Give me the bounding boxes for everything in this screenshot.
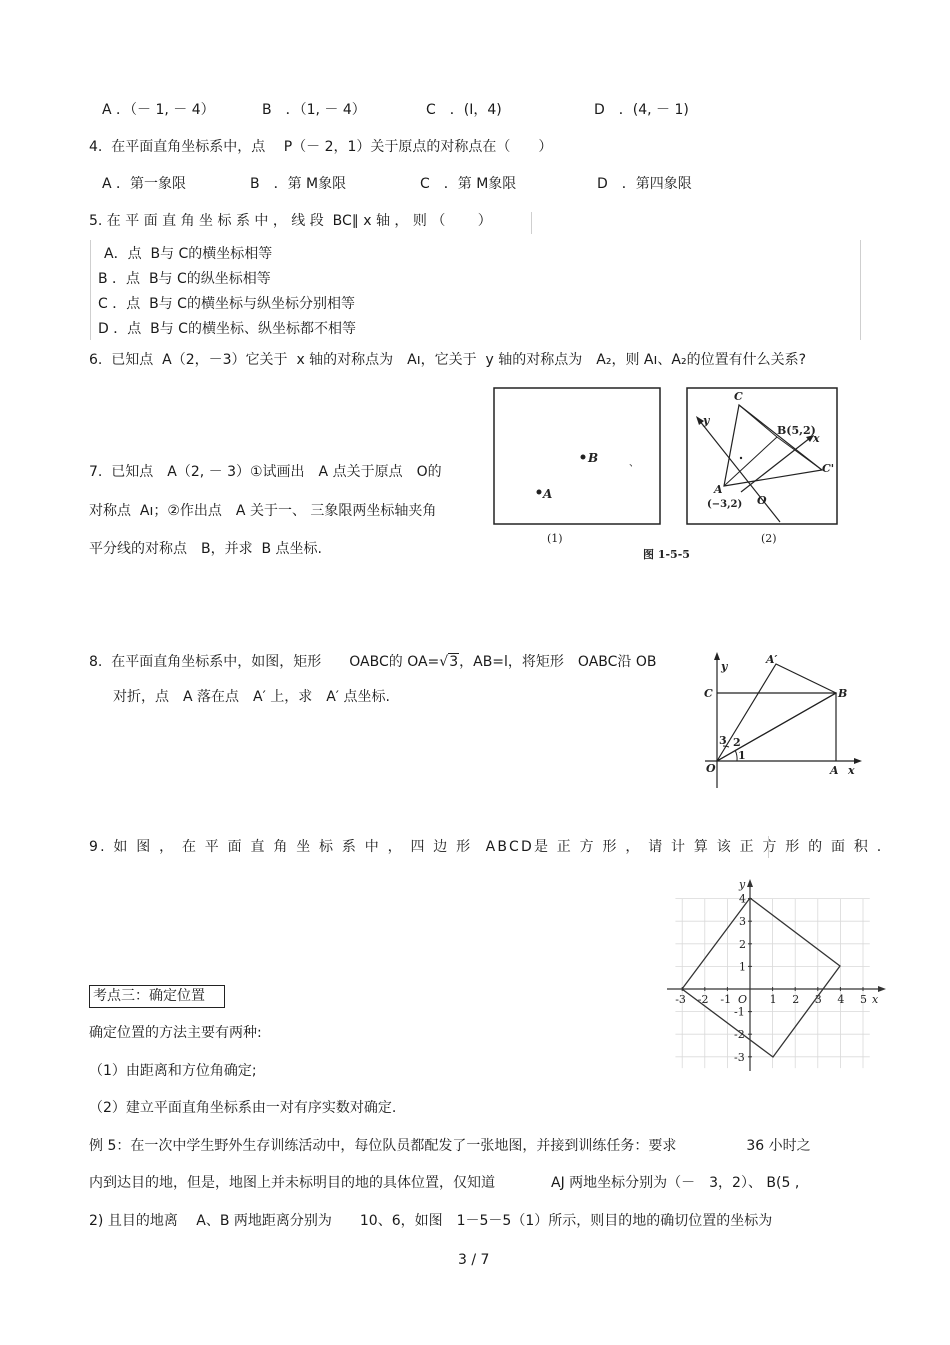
x-tick-label: -1 [720, 993, 732, 1006]
divider [90, 240, 91, 340]
y-tick-label: 1 [739, 960, 746, 974]
sqrt-radicand: 3 [449, 654, 459, 670]
angle-3-label: 3 [719, 734, 727, 747]
q3-option-a: A ．（－ 1, － 4） [102, 102, 215, 118]
figure-square-abcd [660, 875, 895, 1075]
svg-text:、: 、 [629, 458, 639, 469]
q6-stem: 6. 已知点 A（2，－3）它关于 x 轴的对称点为 Aı，它关于 y 轴的对称点为 A₂，则 Aı、A₂的位置有什么关系? [89, 352, 807, 368]
square-abcd [682, 898, 840, 1057]
method-intro: 确定位置的方法主要有两种: [89, 1025, 262, 1041]
y-tick-label: 2 [739, 937, 746, 951]
point-b-label: B [838, 687, 848, 700]
example-5-line-2: 内到达目的地，但是，地图上并未标明目的地的具体位置，仅知道 AJ 两地坐标分别为（－ 3，2）、 B(5 , [89, 1175, 800, 1191]
example-5-line-3: 2) 且目的地离 A、B 两地距离分别为 10、6，如图 1－5－5（1）所示，则目的地的确切位置的坐标为 [89, 1213, 773, 1229]
panel-2-y-label: y [703, 414, 710, 427]
panel-1-caption: (1) [547, 532, 563, 545]
x-tick-label: 3 [814, 993, 822, 1006]
q4-option-a: A ．第一象限 [102, 176, 187, 192]
page-number: 3 / 7 [458, 1252, 490, 1268]
point-b-label: B [588, 451, 599, 465]
q4-option-d: D ．第四象限 [597, 176, 692, 192]
q5-stem: 5. 在 平 面 直 角 坐 标 系 中 ， 线 段 BC∥ x 轴 ， 则 （ ） [89, 213, 492, 229]
sqrt-expression: √3 [439, 654, 459, 670]
example-5-line-1: 例 5：在一次中学生野外生存训练活动中，每位队员都配发了一张地图，并接到训练任务：要求 36 小时之 [89, 1138, 811, 1154]
x-tick-label: -3 [675, 993, 686, 1006]
panel-2-a-label: A [714, 483, 723, 496]
point-b-marker [581, 455, 586, 460]
y-axis-label: y [739, 878, 746, 891]
q5-option-b: B ．点 B与 C的纵坐标相等 [98, 271, 271, 287]
panel-2-x-label: x [813, 432, 820, 445]
x-tick-label: 2 [792, 993, 800, 1006]
panel-2-cprime-label: C' [822, 462, 835, 475]
panel-2-c-label: C [734, 390, 743, 403]
triangle-acc [724, 405, 822, 486]
divider [860, 240, 861, 340]
q3-option-b: B ．（1, － 4） [262, 102, 366, 118]
divider [768, 836, 769, 858]
y-tick-label: 4 [739, 892, 746, 906]
y-axis-arrow-icon [747, 879, 753, 887]
q8-line-2: 对折，点 A 落在点 A′ 上，求 A′ 点坐标. [113, 689, 390, 705]
x-axis-arrow-icon [878, 986, 886, 992]
q8-text-post: ，AB=l，将矩形 OABC沿 OB [459, 654, 657, 670]
figure-1-5-5 [485, 380, 845, 565]
method-1: （1）由距离和方位角确定; [89, 1063, 257, 1079]
rotated-x-axis [741, 438, 810, 492]
panel-2-a-coord: (−3,2) [707, 499, 743, 510]
q7-line-2: 对称点 Aı；②作出点 A 关于一、 三象限两坐标轴夹角 [89, 503, 437, 519]
point-c-label: C [704, 687, 713, 700]
panel-2-o-label: O [757, 494, 767, 507]
q7-line-3: 平分线的对称点 B，并求 B 点坐标. [89, 541, 323, 557]
figure-panel-1-frame [494, 388, 660, 524]
q5-option-c: C ．点 B与 C的横坐标与纵坐标分别相等 [98, 296, 355, 312]
q4-option-b: B ．第 M象限 [250, 176, 347, 192]
q9-stem: 9. 如 图 ， 在 平 面 直 角 坐 标 系 中 ， 四 边 形 ABCD是 正 方 形 ， 请 计 算 该 正 方 形 的 面 积 . [89, 839, 884, 855]
x-tick-labels [675, 987, 867, 1006]
y-tick-label: -3 [734, 1050, 745, 1064]
q7-line-1: 7. 已知点 A（2, － 3）①试画出 A 点关于原点 O的 [89, 464, 442, 480]
q8-text-pre: 8. 在平面直角坐标系中，如图，矩形 OABC的 OA= [89, 654, 440, 670]
q4-stem: 4. 在平面直角坐标系中，点 P（－ 2，1）关于原点的对称点在（ ） [89, 139, 553, 155]
segment-cb [739, 405, 777, 437]
coordinate-grid [675, 899, 869, 1069]
angle-2-label: 2 [733, 736, 741, 749]
y-tick-label: -1 [734, 1005, 745, 1019]
q4-option-c: C ．第 M象限 [420, 176, 517, 192]
x-axis-arrow-icon [854, 758, 862, 764]
method-2: （2）建立平面直角坐标系由一对有序实数对确定. [89, 1100, 397, 1116]
x-tick-label: 5 [860, 993, 867, 1006]
figure-rectangle-fold [700, 650, 865, 795]
q3-option-c: C ．(I，4) [426, 102, 502, 118]
section-title: 考点三：确定位置 [93, 988, 205, 1004]
y-axis-label: y [721, 660, 728, 673]
y-tick-label: 3 [739, 915, 746, 929]
x-tick-label: 1 [769, 993, 777, 1006]
panel-2-b-label: B(5,2) [777, 424, 816, 437]
y-tick-labels [734, 893, 752, 1064]
x-tick-label: 4 [837, 993, 845, 1006]
q8-stem [89, 653, 657, 671]
q3-option-d: D ．(4, － 1) [594, 102, 689, 118]
q5-option-a: A．点 B与 C的横坐标相等 [104, 246, 273, 262]
panel-2-caption: (2) [761, 532, 777, 545]
q5-option-d: D ．点 B与 C的横坐标、纵坐标都不相等 [98, 321, 356, 337]
point-a-label: A [543, 487, 553, 501]
x-axis-label: x [848, 764, 855, 777]
divider [531, 212, 532, 234]
x-tick-label: -2 [697, 993, 709, 1006]
figure-caption: 图 1-5-5 [643, 548, 690, 561]
angle-1-label: 1 [738, 749, 746, 762]
y-axis-arrow-icon [714, 652, 720, 660]
origin-label: O [706, 762, 716, 775]
origin-label: O [738, 993, 748, 1006]
point-a-marker [537, 490, 542, 495]
point-aprime-label: A′ [766, 653, 778, 666]
y-tick-label: -2 [734, 1028, 745, 1042]
point-a-label: A [830, 764, 839, 777]
x-axis-label: x [872, 993, 879, 1006]
